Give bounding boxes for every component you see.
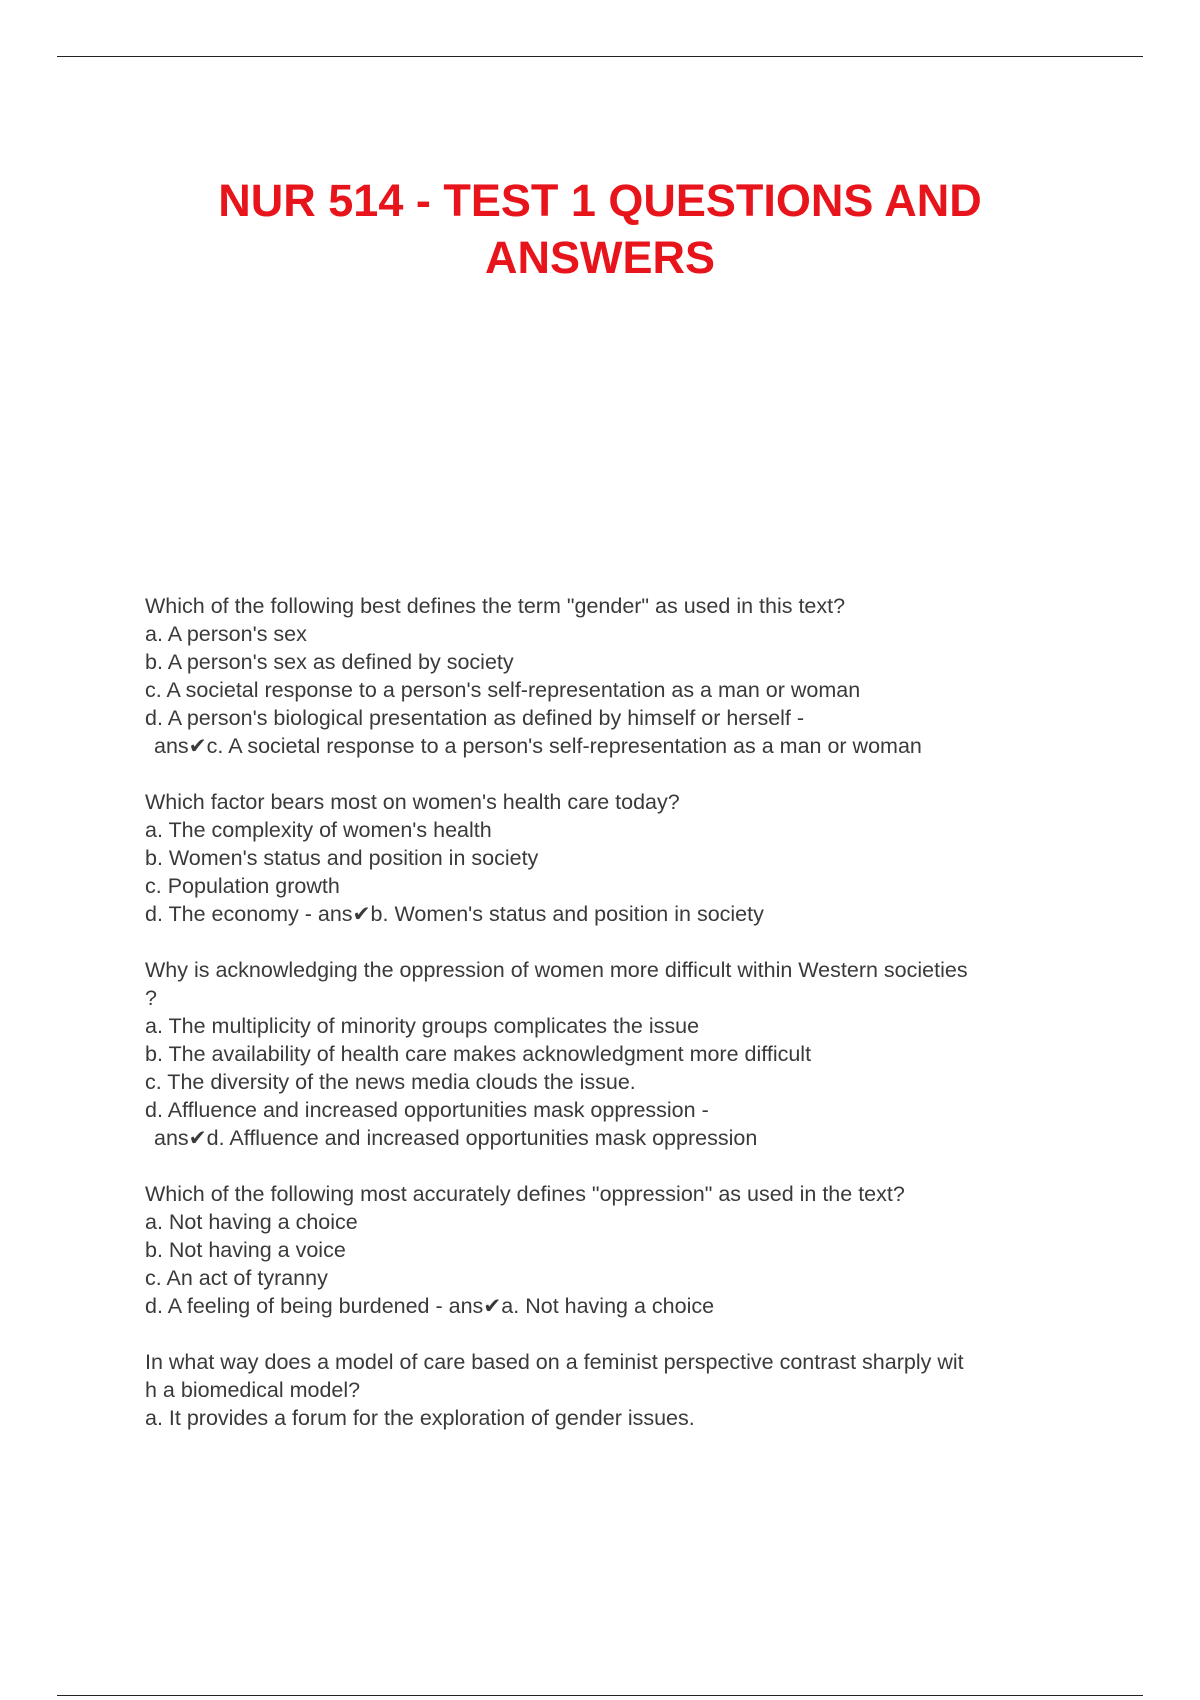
option-a: a. A person's sex: [145, 622, 307, 646]
option-b: b. Women's status and position in society: [145, 846, 539, 870]
question-block: [145, 956, 1095, 1152]
option-a: a. It provides a forum for the exploration of gender issues.: [145, 1406, 695, 1430]
question-block: [145, 1348, 1095, 1432]
option-c: c. An act of tyranny: [145, 1266, 328, 1290]
title-line: NUR 514 - TEST 1 QUESTIONS AND: [218, 175, 982, 226]
option-d: d. A person's biological presentation as defined by himself or herself -: [145, 706, 805, 730]
option-d-with-answer: d. A feeling of being burdened - ans✔a. Not having a choice: [145, 1294, 715, 1318]
option-a: a. The multiplicity of minority groups complicates the issue: [145, 1014, 700, 1038]
option-d: d. Affluence and increased opportunities mask oppression -: [145, 1098, 709, 1122]
option-b: b. The availability of health care makes acknowledgment more difficult: [145, 1042, 812, 1066]
option-b: b. A person's sex as defined by society: [145, 650, 514, 674]
option-b: b. Not having a voice: [145, 1238, 346, 1262]
option-c: c. A societal response to a person's self-representation as a man or woman: [145, 678, 861, 702]
bottom-rule: [57, 1695, 1143, 1696]
question-text-continued: h a biomedical model?: [145, 1378, 361, 1402]
option-a: a. Not having a choice: [145, 1210, 358, 1234]
question-text-continued: ?: [145, 986, 157, 1010]
title-line: ANSWERS: [484, 232, 715, 283]
option-a: a. The complexity of women's health: [145, 818, 492, 842]
answer-text: ans✔d. Affluence and increased opportunities mask oppression: [154, 1126, 758, 1150]
answer-text: ans✔c. A societal response to a person's self-representation as a man or woman: [154, 734, 922, 758]
option-d-with-answer: d. The economy - ans✔b. Women's status and position in society: [145, 902, 764, 926]
question-text: Which of the following most accurately defines "oppression" as used in the text?: [145, 1182, 905, 1206]
question-text: Which factor bears most on women's health care today?: [145, 790, 680, 814]
option-c: c. The diversity of the news media clouds the issue.: [145, 1070, 636, 1094]
question-block: [145, 788, 1095, 928]
top-rule: [57, 56, 1143, 57]
option-c: c. Population growth: [145, 874, 340, 898]
question-text: Why is acknowledging the oppression of women more difficult within Western societies: [145, 958, 968, 982]
document-title: [0, 172, 1200, 286]
question-text: Which of the following best defines the term "gender" as used in this text?: [145, 594, 846, 618]
question-block: [145, 592, 1095, 760]
question-list: [145, 592, 1095, 1460]
question-text: In what way does a model of care based on a feminist perspective contrast sharply wit: [145, 1350, 964, 1374]
question-block: [145, 1180, 1095, 1320]
